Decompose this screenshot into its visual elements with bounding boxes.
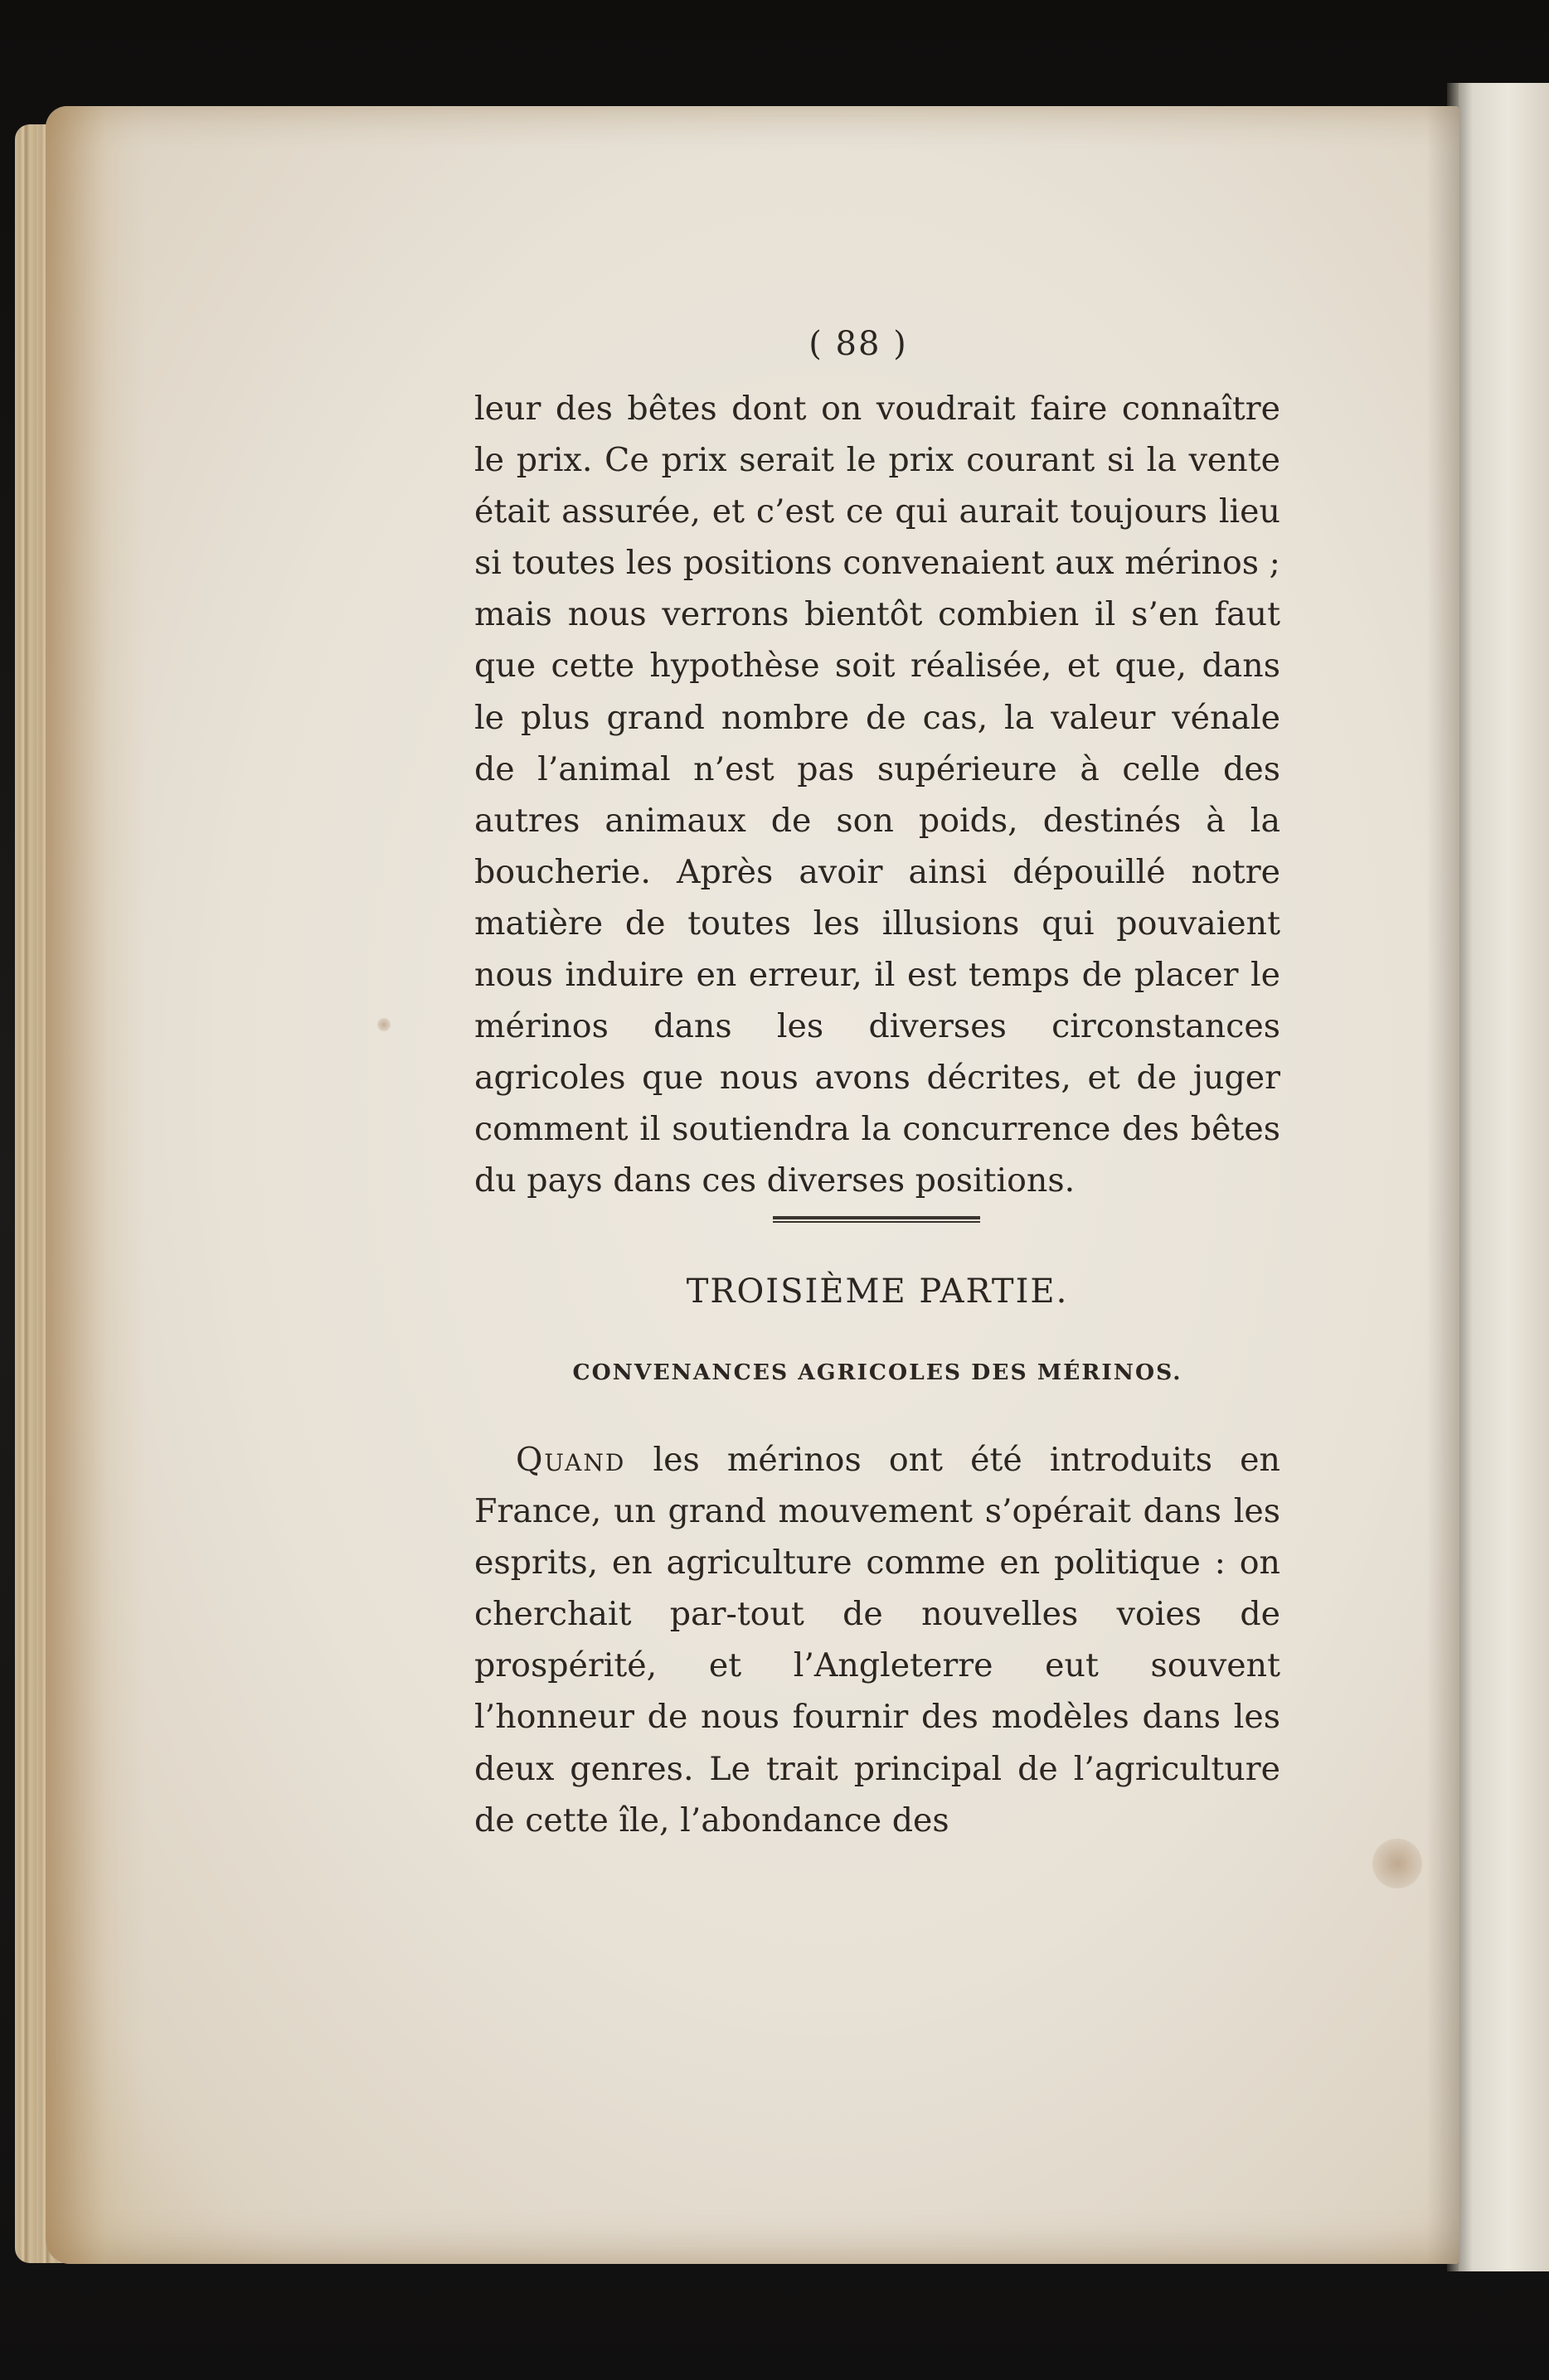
paragraph-opening — [474, 1434, 1280, 1846]
part-heading: TROISIÈME PARTIE. — [686, 1272, 1069, 1311]
foxing-spot — [1372, 1839, 1422, 1888]
rule-thick-line — [773, 1216, 980, 1219]
paragraph-text: les mérinos ont été introduits en France, un grand mouvement s’opérait dans les esprits, en agriculture comme en politique : on cherchait par-tout de nouvelles voies de prospérité, et l’Angleterre eut souvent l’honneur de nous fournir des modèles dans les deux genres. Le trait principal de l’agriculture de cette île, l’abondance des — [474, 1441, 1280, 1840]
section-divider-rule — [773, 1216, 980, 1224]
rule-thin-line — [773, 1221, 980, 1223]
page-number: ( 88 ) — [808, 325, 908, 363]
adjacent-page-edge — [1447, 83, 1549, 2271]
page-right-shadow — [1426, 106, 1459, 2264]
page-fold-shadow — [46, 106, 145, 2264]
foxing-spot — [377, 1018, 391, 1031]
section-heading: CONVENANCES AGRICOLES DES MÉRINOS. — [572, 1360, 1182, 1385]
paragraph-continuation: leur des bêtes dont on voudrait faire connaître le prix. Ce prix serait le prix courant si la vente était assurée, et c’est ce qui aurait toujours lieu si toutes les positions convenaient aux mérinos ; mais nous verrons bientôt combien il s’en faut que cette hypothèse soit réalisée, et que, dans le plus grand nombre de cas, la valeur vénale de l’animal n’est pas supérieure à celle des autres animaux de son poids, destinés à la boucherie. Après avoir ainsi dépouillé notre matière de toutes les illusions qui pouvaient nous induire en erreur, il est temps de placer le mérinos dans les diverses circonstances agricoles que nous avons décrites, et de juger comment il soutiendra la concurrence des bêtes du pays dans ces diverses positions. — [474, 390, 1280, 1200]
paragraph-lead-word: Quand — [516, 1441, 626, 1479]
